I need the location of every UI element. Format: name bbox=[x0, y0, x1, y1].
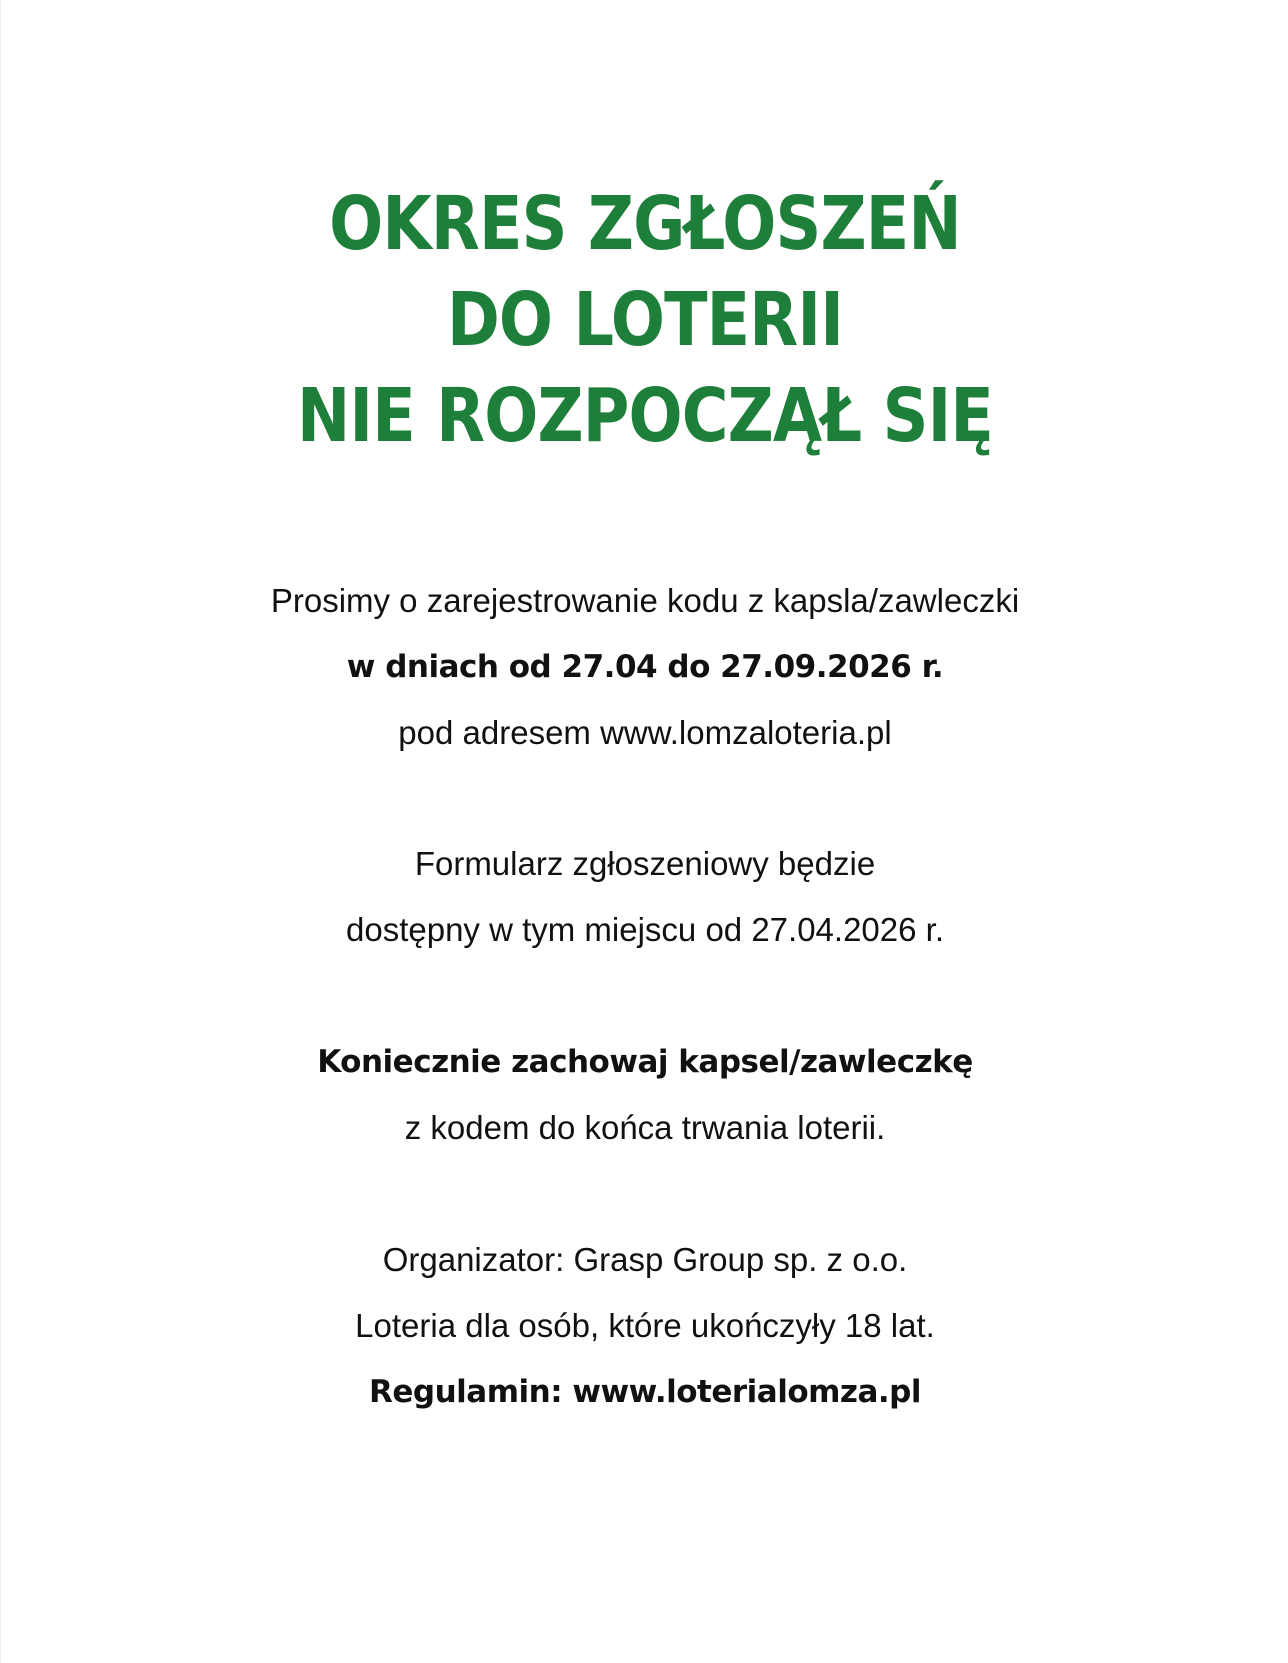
form-availability-line-1: Formularz zgłoszeniowy będzie bbox=[414, 845, 876, 882]
registration-info bbox=[1, 568, 1288, 766]
form-availability-line-2: dostępny w tym miejscu od 27.04.2026 r. bbox=[346, 911, 944, 948]
title-line-2: DO LOTERII bbox=[446, 277, 844, 363]
keep-cap-detail: z kodem do końca trwania loterii. bbox=[404, 1109, 886, 1146]
age-restriction-text: Loteria dla osób, które ukończyły 18 lat. bbox=[355, 1307, 935, 1344]
title-line-3: NIE ROZPOCZĄŁ SIĘ bbox=[296, 373, 994, 459]
registration-address: pod adresem www.lomzaloteria.pl bbox=[398, 714, 892, 751]
registration-dates: w dniach od 27.04 do 27.09.2026 r. bbox=[346, 649, 944, 685]
rules-link-text: Regulamin: www.loterialomza.pl bbox=[369, 1374, 921, 1410]
title-line-1: OKRES ZGŁOSZEŃ bbox=[329, 181, 961, 267]
keep-cap-notice bbox=[1, 1029, 1288, 1161]
footer-info bbox=[1, 1227, 1288, 1425]
page-title bbox=[1, 176, 1288, 464]
registration-instruction: Prosimy o zarejestrowanie kodu z kapsla/zawleczki bbox=[270, 582, 1020, 619]
keep-cap-warning: Koniecznie zachowaj kapsel/zawleczkę bbox=[317, 1044, 973, 1080]
form-availability-info bbox=[1, 831, 1288, 963]
organizer-text: Organizator: Grasp Group sp. z o.o. bbox=[382, 1241, 908, 1278]
